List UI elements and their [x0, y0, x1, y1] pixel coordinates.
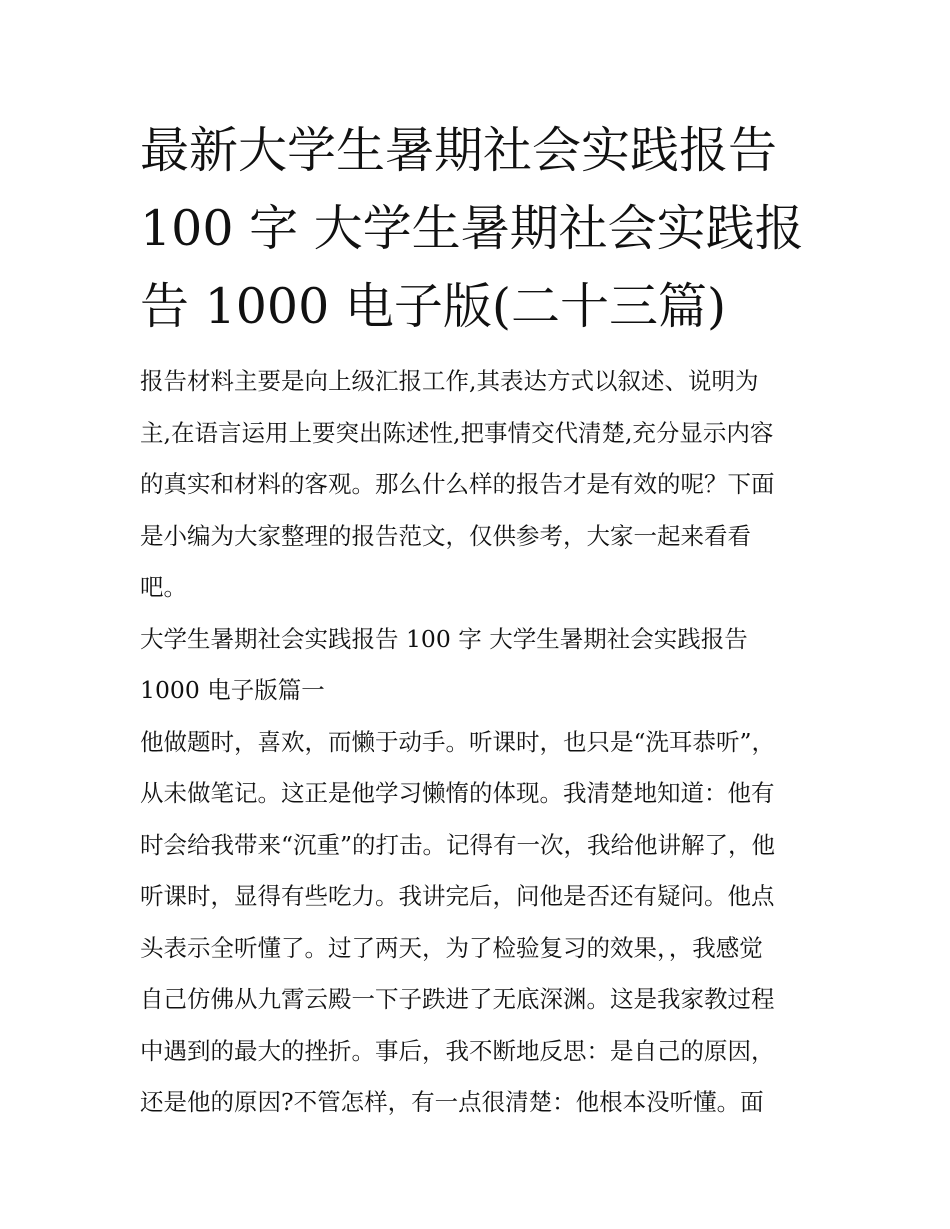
- body-line: 听课时，显得有些吃力。我讲完后，问他是否还有疑问。他点: [140, 882, 775, 910]
- document-page: [140, 112, 820, 1129]
- intro-line: 的真实和材料的客观。那么什么样的报告才是有效的呢？下面: [140, 470, 775, 498]
- body-line: 从未做笔记。这正是他学习懒惰的体现。我清楚地知道：他有: [140, 779, 775, 807]
- intro-line: 报告材料主要是向上级汇报工作,其表达方式以叙述、说明为: [140, 367, 759, 395]
- intro-line: 主,在语言运用上要突出陈述性,把事情交代清楚,充分显示内容: [140, 418, 774, 447]
- section-heading: [140, 614, 820, 717]
- section-heading-line: 1000 电子版篇一: [140, 676, 325, 704]
- intro-line: 吧。: [140, 573, 187, 601]
- intro-paragraph: [140, 356, 820, 614]
- body-line: 自己仿佛从九霄云殿一下子跌进了无底深渊。这是我家教过程: [140, 985, 775, 1013]
- document-title: [140, 112, 820, 346]
- body-line: 时会给我带来“沉重”的打击。记得有一次，我给他讲解了，他: [140, 830, 776, 859]
- title-line: 告 1000 电子版(二十三篇): [140, 278, 727, 335]
- body-line: 还是他的原因?不管怎样，有一点很清楚：他根本没听懂。面: [140, 1088, 764, 1116]
- intro-line: 是小编为大家整理的报告范文，仅供参考，大家一起来看看: [140, 521, 751, 550]
- title-line: 100 字 大学生暑期社会实践报: [140, 200, 804, 257]
- body-line: 中遇到的最大的挫折。事后，我不断地反思：是自己的原因，: [140, 1036, 775, 1065]
- section-heading-line: 大学生暑期社会实践报告 100 字 大学生暑期社会实践报告: [140, 624, 748, 653]
- body-line: 头表示全听懂了。过了两天，为了检验复习的效果，，我感觉: [140, 933, 763, 962]
- title-line: 最新大学生暑期社会实践报告: [140, 122, 778, 179]
- body-paragraph: [140, 717, 820, 1129]
- body-line: 他做题时，喜欢，而懒于动手。听课时，也只是“洗耳恭听”，: [140, 727, 776, 756]
